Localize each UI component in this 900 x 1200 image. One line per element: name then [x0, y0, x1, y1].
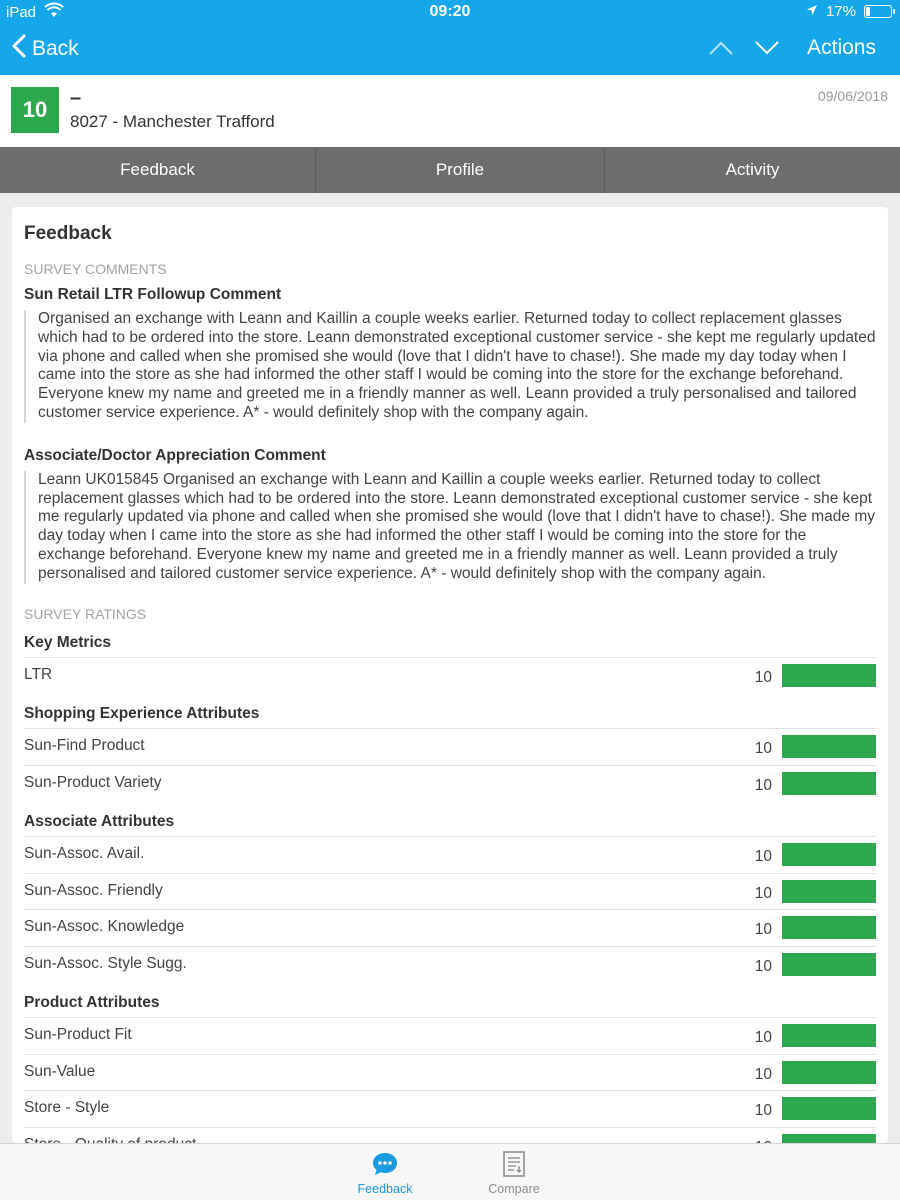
rating-row: [24, 1017, 876, 1054]
rating-row: [24, 1054, 876, 1091]
rating-bar-fill: [782, 735, 876, 758]
rating-label: Sun-Value: [24, 1062, 96, 1080]
rating-bar-fill: [782, 1061, 876, 1084]
score-badge: 10: [11, 87, 59, 133]
rating-label: Sun-Product Fit: [24, 1026, 132, 1044]
survey-ratings-label: SURVEY RATINGS: [24, 605, 147, 622]
rating-value: 10: [754, 740, 772, 758]
segment-tabs: [0, 147, 900, 193]
rating-bar-fill: [782, 1024, 876, 1047]
comment-heading: Sun Retail LTR Followup Comment: [24, 286, 282, 303]
rating-label: Sun-Assoc. Knowledge: [24, 918, 185, 936]
card-title: Feedback: [24, 223, 112, 244]
rating-row: [24, 1090, 876, 1127]
rating-label: Sun-Assoc. Friendly: [24, 881, 163, 899]
battery-icon: [864, 5, 892, 18]
rating-value: 10: [754, 1029, 772, 1047]
actions-button[interactable]: Actions: [807, 36, 876, 59]
nav-bar: [0, 28, 900, 72]
tabbar-feedback[interactable]: [340, 1150, 430, 1196]
chevron-down-icon: [754, 40, 780, 56]
bottom-tab-bar: [0, 1143, 900, 1200]
rating-bar-fill: [782, 953, 876, 976]
battery-percent: 17%: [825, 3, 856, 20]
rating-bar: [782, 843, 876, 866]
rating-bar-fill: [782, 880, 876, 903]
rating-value: 10: [754, 848, 772, 866]
feedback-date: 09/06/2018: [817, 88, 888, 104]
next-button[interactable]: [753, 34, 781, 62]
chat-bubble-icon: [371, 1150, 399, 1178]
rating-label: LTR: [24, 665, 53, 683]
rating-bar: [782, 1061, 876, 1084]
rating-bar-fill: [782, 664, 876, 687]
compare-document-icon: [500, 1150, 528, 1178]
rating-bar-fill: [782, 772, 876, 795]
rating-bar: [782, 664, 876, 687]
back-button[interactable]: [12, 34, 79, 64]
rating-row: [24, 873, 876, 910]
rating-row: [24, 946, 876, 983]
rating-row: [24, 728, 876, 765]
tabbar-compare[interactable]: [469, 1150, 559, 1196]
status-time: 09:20: [429, 3, 471, 20]
comment-text: Leann UK015845 Organised an exchange with Leann and Kaillin a couple weeks earlier. Returned today to collect replacement glasses which had to be ordered into the store. Leann demonstrated exceptional customer service - she kept me regularly updated via phone and called when she promised she would (love that I didn't have to chase!). She made my day today when I came into the store as she had informed the other staff I would be coming into the store for the exchange beforehand. Everyone knew my name and greeted me in a friendly manner as well. Leann provided a truly personalised and tailored customer service experience. A* - would definitely shop with the company again.: [24, 471, 876, 584]
rating-bar: [782, 772, 876, 795]
rating-bar: [782, 1097, 876, 1120]
chevron-left-icon: [12, 34, 26, 64]
rating-label: Sun-Product Variety: [24, 773, 162, 791]
rating-bar: [782, 953, 876, 976]
device-name: iPad: [6, 4, 37, 21]
tab-feedback[interactable]: Feedback: [0, 147, 316, 193]
rating-label: Store - Style: [24, 1099, 110, 1117]
rating-value: 10: [754, 1102, 772, 1120]
rating-value: 10: [754, 668, 772, 686]
comment-heading: Associate/Doctor Appreciation Comment: [24, 446, 326, 464]
rating-bar-fill: [782, 916, 876, 939]
comment-text: Organised an exchange with Leann and Kaillin a couple weeks earlier. Returned today to collect replacement glasses which had to be ordered into the store. Leann demonstrated exceptional customer service - she kept me regularly updated via phone and called when she promised she would (love that I didn't have to chase!). She made my day today when I came into the store as she had informed the other staff I would be coming into the store for the exchange beforehand. Everyone knew my name and greeted me in a friendly manner as well. Leann provided a truly personalised and tailored customer service experience. A* - would definitely shop with the company again.: [24, 310, 876, 423]
tabbar-feedback-label: Feedback: [357, 1182, 413, 1196]
rating-bar-fill: [782, 1097, 876, 1120]
top-bar: [0, 0, 900, 75]
tab-profile[interactable]: Profile: [316, 147, 605, 193]
rating-group-heading: Product Attributes: [24, 994, 160, 1012]
rating-bar-fill: [782, 843, 876, 866]
rating-row: [24, 836, 876, 873]
feedback-card: [12, 207, 888, 1143]
status-bar: [0, 0, 900, 24]
rating-label: Sun-Assoc. Style Sugg.: [24, 954, 187, 972]
rating-bar: [782, 1024, 876, 1047]
previous-button[interactable]: [707, 34, 735, 62]
rating-label: Sun-Find Product: [24, 737, 145, 755]
feedback-header: [0, 75, 900, 147]
rating-value: 10: [754, 957, 772, 975]
rating-label: Sun-Assoc. Avail.: [24, 845, 145, 863]
rating-bar: [782, 880, 876, 903]
location-icon: [806, 3, 818, 20]
rating-bar: [782, 735, 876, 758]
ratings-list: [24, 634, 876, 1164]
survey-comments-label: SURVEY COMMENTS: [24, 261, 167, 277]
tab-activity[interactable]: Activity: [725, 160, 780, 179]
rating-group-heading: Associate Attributes: [24, 813, 175, 831]
rating-value: 10: [754, 776, 772, 794]
rating-value: 10: [754, 884, 772, 902]
chevron-up-icon: [708, 40, 734, 56]
rating-value: 10: [754, 921, 772, 939]
rating-group-heading: Shopping Experience Attributes: [24, 705, 260, 723]
back-label: Back: [32, 37, 79, 60]
rating-group-heading: Key Metrics: [24, 633, 112, 651]
customer-name: –: [70, 87, 82, 109]
rating-row: [24, 657, 876, 694]
store-name: 8027 - Manchester Trafford: [70, 112, 275, 131]
rating-row: [24, 909, 876, 946]
rating-row: [24, 765, 876, 802]
rating-bar: [782, 916, 876, 939]
rating-value: 10: [754, 1065, 772, 1083]
tabbar-compare-label: Compare: [488, 1182, 540, 1196]
